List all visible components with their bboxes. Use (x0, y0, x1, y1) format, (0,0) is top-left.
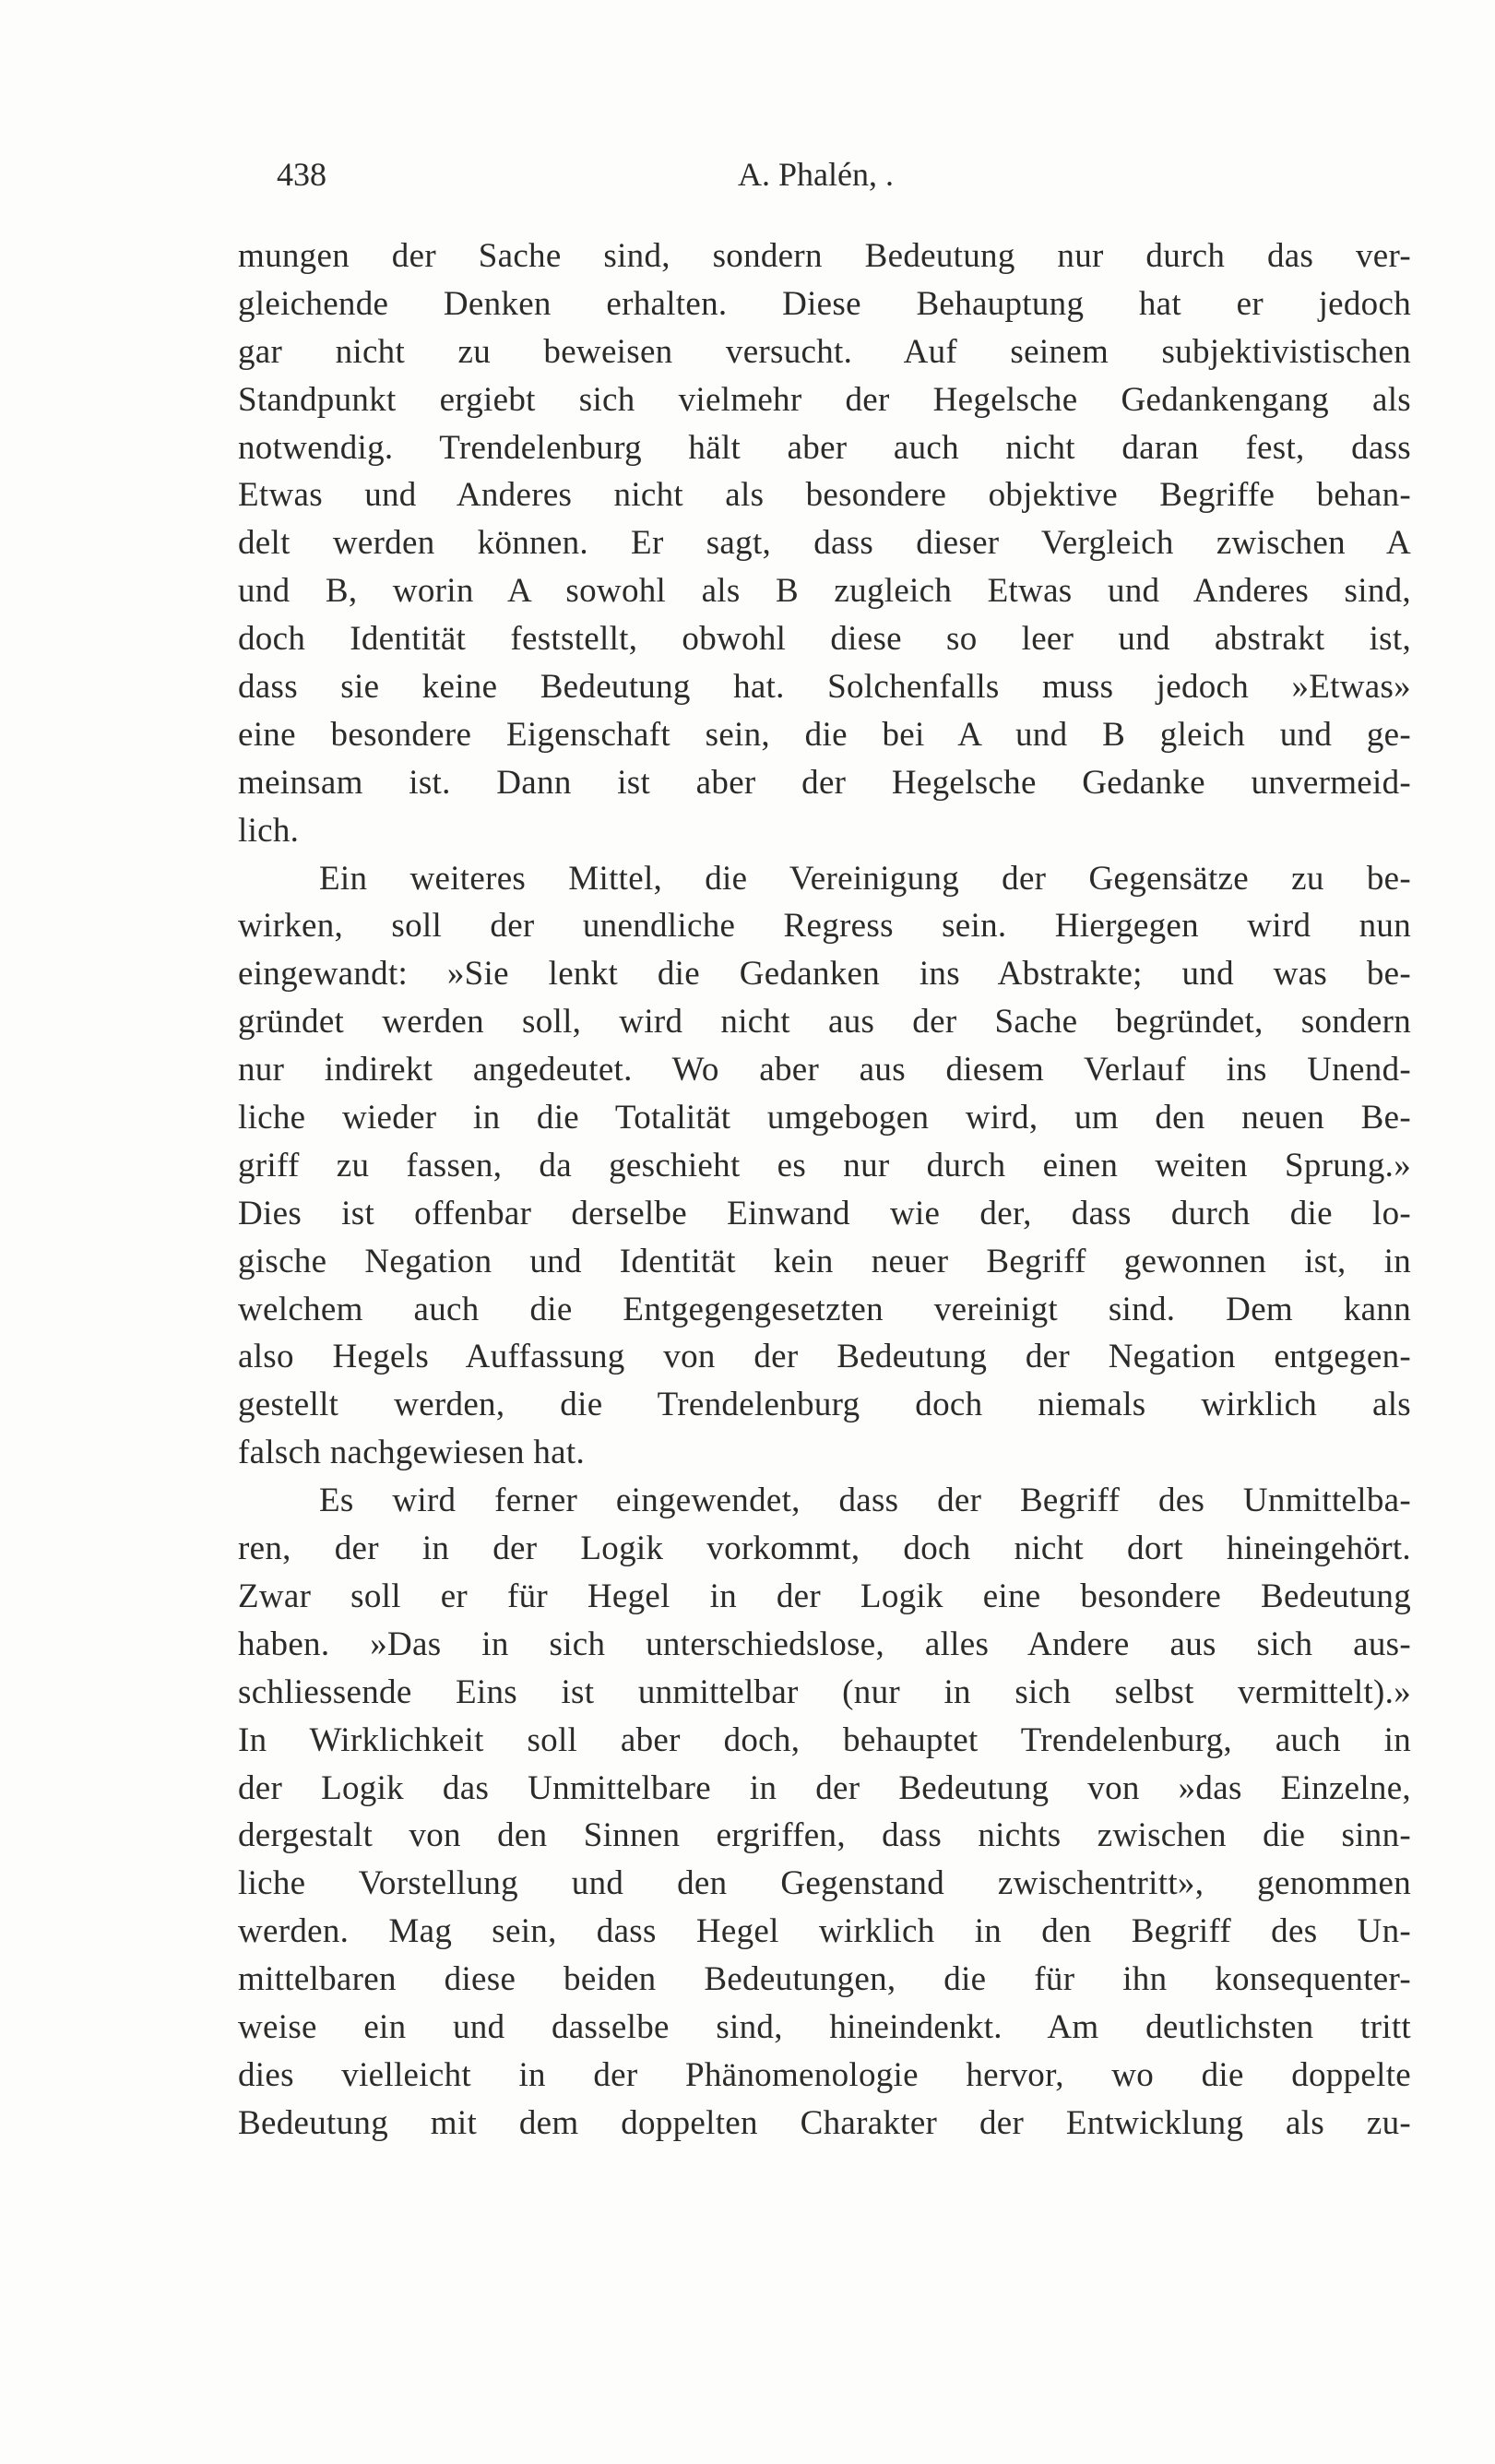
page-number: 438 (277, 156, 326, 193)
text-line: doch Identität feststellt, obwohl diese so leer und abstrakt ist, (238, 620, 1411, 659)
text-line: mittelbaren diese beiden Bedeutungen, die für ihn konsequenter- (238, 1960, 1411, 1999)
text-line: und B, worin A sowohl als B zugleich Etwas und Anderes sind, (238, 572, 1411, 611)
text-line: wirken, soll der unendliche Regress sein. Hiergegen wird nun (238, 907, 1411, 946)
text-line: gar nicht zu beweisen versucht. Auf seinem subjektivistischen (238, 332, 1411, 371)
text-line: Ein weiteres Mittel, die Vereinigung der Gegensätze zu be- (319, 859, 1411, 898)
text-line: gründet werden soll, wird nicht aus der Sache begründet, sondern (238, 1003, 1411, 1042)
text-line: nur indirekt angedeutet. Wo aber aus diesem Verlauf ins Unend- (238, 1051, 1411, 1089)
text-line: also Hegels Auffassung von der Bedeutung der Negation entgegen- (238, 1338, 1411, 1376)
text-line: dergestalt von den Sinnen ergriffen, dass nichts zwischen die sinn- (238, 1816, 1411, 1855)
text-line: welchem auch die Entgegengesetzten vereinigt sind. Dem kann (238, 1290, 1411, 1328)
text-line: griff zu fassen, da geschieht es nur durch einen weiten Sprung.» (238, 1146, 1411, 1184)
text-line: weise ein und dasselbe sind, hineindenkt. Am deutlichsten tritt (238, 2007, 1411, 2046)
text-line: delt werden können. Er sagt, dass dieser Vergleich zwischen A (238, 524, 1411, 563)
body-text (238, 232, 1411, 2148)
text-line: Standpunkt ergiebt sich vielmehr der Hegelsche Gedankengang als (238, 380, 1411, 419)
text-line: Bedeutung mit dem doppelten Charakter der Entwicklung als zu- (238, 2103, 1411, 2142)
running-head: A. Phalén, . (738, 156, 894, 193)
text-line: schliessende Eins ist unmittelbar (nur in sich selbst vermittelt).» (238, 1672, 1411, 1711)
text-line: notwendig. Trendelenburg hält aber auch nicht daran fest, dass (238, 428, 1411, 467)
text-line: eine besondere Eigenschaft sein, die bei A und B gleich und ge- (238, 715, 1411, 754)
text-line: werden. Mag sein, dass Hegel wirklich in den Begriff des Un- (238, 1912, 1411, 1951)
text-line: lich. (238, 811, 300, 850)
text-line: dass sie keine Bedeutung hat. Solchenfalls muss jedoch »Etwas» (238, 668, 1411, 707)
text-line: der Logik das Unmittelbare in der Bedeutung von »das Einzelne, (238, 1768, 1411, 1807)
text-line: eingewandt: »Sie lenkt die Gedanken ins Abstrakte; und was be- (238, 955, 1411, 994)
text-line: gische Negation und Identität kein neuer Begriff gewonnen ist, in (238, 1242, 1411, 1280)
text-line: meinsam ist. Dann ist aber der Hegelsche Gedanke unvermeid- (238, 763, 1411, 802)
text-line: mungen der Sache sind, sondern Bedeutung nur durch das ver- (238, 237, 1411, 275)
text-line: In Wirklichkeit soll aber doch, behauptet Trendelenburg, auch in (238, 1720, 1411, 1759)
text-line: ren, der in der Logik vorkommt, doch nicht dort hineingehört. (238, 1530, 1411, 1568)
text-line: gleichende Denken erhalten. Diese Behauptung hat er jedoch (238, 284, 1411, 323)
text-line: dies vielleicht in der Phänomenologie hervor, wo die doppelte (238, 2055, 1411, 2094)
text-line: Zwar soll er für Hegel in der Logik eine besondere Bedeutung (238, 1577, 1411, 1615)
text-line: gestellt werden, die Trendelenburg doch niemals wirklich als (238, 1386, 1411, 1424)
text-line: liche wieder in die Totalität umgebogen wird, um den neuen Be- (238, 1099, 1411, 1137)
text-line: Etwas und Anderes nicht als besondere objektive Begriffe behan- (238, 476, 1411, 515)
text-line: Dies ist offenbar derselbe Einwand wie der, dass durch die lo- (238, 1194, 1411, 1232)
text-line: liche Vorstellung und den Gegenstand zwischentritt», genommen (238, 1864, 1411, 1903)
page-header (277, 155, 978, 201)
text-line: haben. »Das in sich unterschiedslose, alles Andere aus sich aus- (238, 1625, 1411, 1663)
text-line: falsch nachgewiesen hat. (238, 1434, 586, 1472)
text-line: Es wird ferner eingewendet, dass der Begriff des Unmittelba- (319, 1482, 1411, 1520)
